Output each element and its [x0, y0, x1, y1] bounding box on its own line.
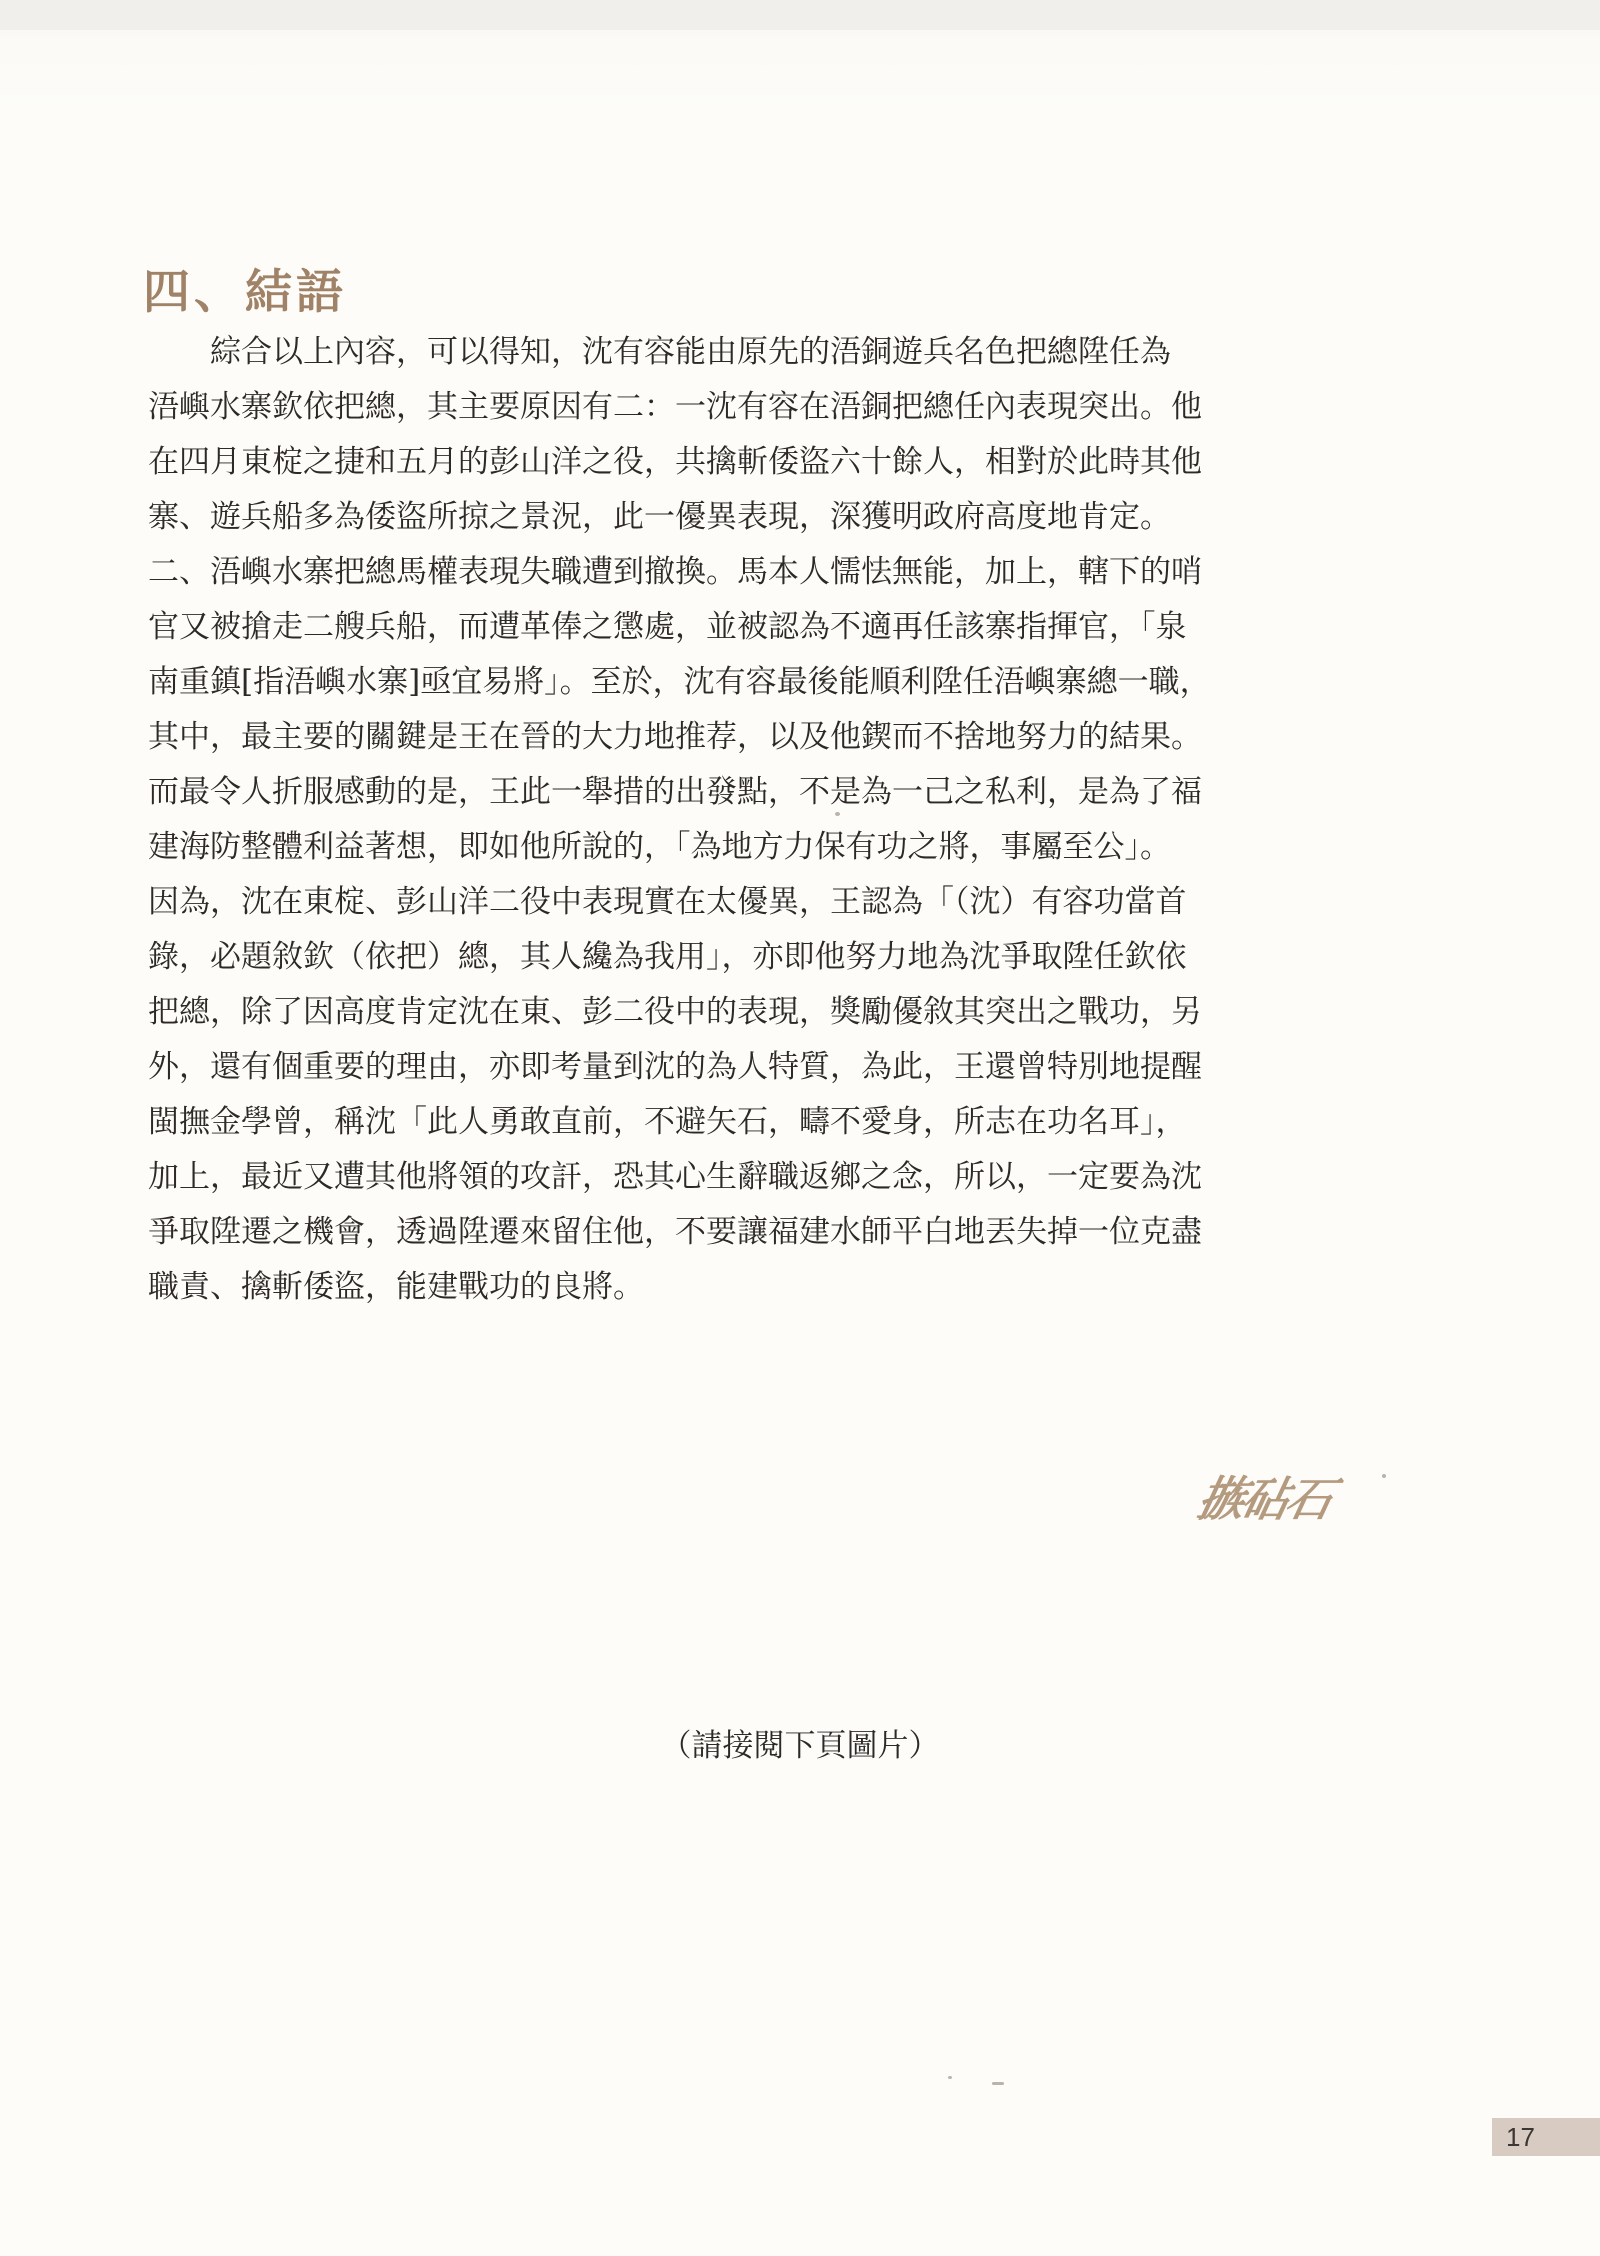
paragraph-line: 加上，最近又遭其他將領的攻訐，恐其心生辭職返鄉之念，所以，一定要為沈 [148, 1159, 1202, 1195]
paragraph-line: 寨、遊兵船多為倭盜所掠之景況，此一優異表現，深獲明政府高度地肯定。 [148, 499, 1171, 535]
paragraph-line: 官又被搶走二艘兵船，而遭革俸之懲處，並被認為不適再任該寨指揮官，「泉 [148, 609, 1187, 645]
paragraph-line: 閩撫金學曾，稱沈「此人勇敢直前，不避矢石，疇不愛身，所志在功名耳」， [148, 1104, 1187, 1140]
paragraph-line: 外，還有個重要的理由，亦即考量到沈的為人特質，為此，王還曾特別地提醒 [148, 1049, 1202, 1085]
paragraph-line: 錄，必題敘欽（依把）總，其人纔為我用」，亦即他努力地為沈爭取陞任欽依 [148, 939, 1187, 975]
scan-speck [948, 2076, 952, 2079]
paragraph-line: 二、浯嶼水寨把總馬權表現失職遭到撤換。馬本人懦怯無能，加上，轄下的哨 [148, 554, 1202, 590]
scan-speck [835, 812, 840, 816]
paragraph-line: 因為，沈在東椗、彭山洋二役中表現實在太優異，王認為「（沈）有容功當首 [148, 884, 1187, 920]
paragraph-line: 其中，最主要的關鍵是王在晉的大力地推荐，以及他鍥而不捨地努力的結果。 [148, 719, 1202, 755]
paragraph-line: 在四月東椗之捷和五月的彭山洋之役，共擒斬倭盜六十餘人，相對於此時其他 [148, 444, 1202, 480]
scan-edge [0, 0, 1600, 30]
scan-speck [992, 2082, 1004, 2085]
paragraph-line: 南重鎮[指浯嶼水寨]亟宜易將」。至於，沈有容最後能順利陞任浯嶼寨總一職， [148, 664, 1211, 700]
section-heading: 四、結語 [143, 265, 347, 320]
paragraph-line: 把總，除了因高度肯定沈在東、彭二役中的表現，獎勵優敘其突出之戰功，另 [148, 994, 1202, 1030]
scan-speck [1382, 1474, 1386, 1478]
paragraph-line: 職責、擒斬倭盜，能建戰功的良將。 [148, 1269, 644, 1305]
author-signature: 𢳇砧石 [1191, 1472, 1336, 1528]
paragraph-line: 浯嶼水寨欽依把總，其主要原因有二：一沈有容在浯銅把總任內表現突出。他 [148, 389, 1202, 425]
paragraph-line: 爭取陞遷之機會，透過陞遷來留住他，不要讓福建水師平白地丟失掉一位克盡 [148, 1214, 1202, 1250]
body-paragraph [148, 325, 1348, 1315]
continue-note: （請接閱下頁圖片） [660, 1728, 940, 1764]
paragraph-line: 綜合以上內容，可以得知，沈有容能由原先的浯銅遊兵名色把總陞任為 [148, 334, 1171, 370]
paragraph-line: 而最令人折服感動的是，王此一舉措的出發點，不是為一己之私利，是為了福 [148, 774, 1202, 810]
paragraph-line: 建海防整體利益著想，即如他所說的，「為地方力保有功之將，事屬至公」。 [148, 829, 1171, 865]
page-number: 17 [1492, 2118, 1600, 2156]
